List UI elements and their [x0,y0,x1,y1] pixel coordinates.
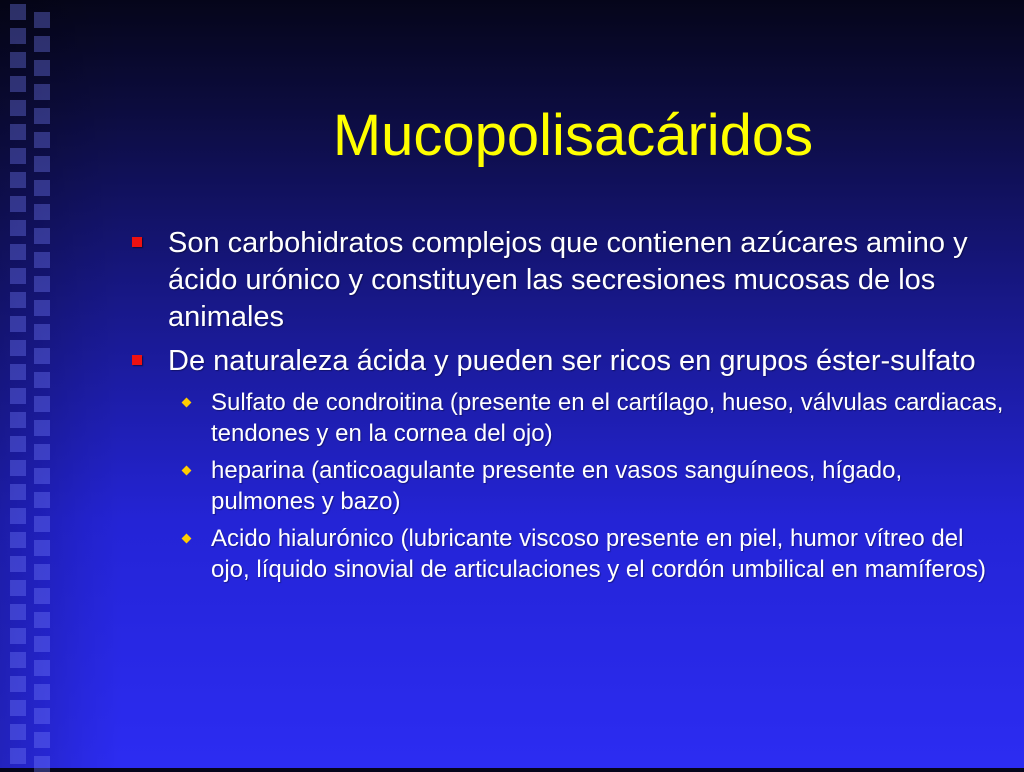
red-square-bullet-icon [132,237,142,247]
decorative-square [10,28,26,44]
decorative-square [34,516,50,532]
decorative-square [10,4,26,20]
bullet-item [128,343,1008,380]
decorative-square [10,100,26,116]
decorative-square [34,444,50,460]
decorative-square [10,676,26,692]
red-square-bullet-icon [132,355,142,365]
decorative-left-strip [0,0,122,768]
decorative-square [10,652,26,668]
bullet-text: Son carbohidratos complejos que contienen azúcares amino y ácido urónico y constituyen las secresiones mucosas de los animales [168,227,968,333]
decorative-square [34,60,50,76]
decorative-square [34,276,50,292]
decorative-square [34,228,50,244]
yellow-diamond-bullet-icon [182,534,192,544]
decorative-square [34,660,50,676]
decorative-square [34,540,50,556]
decorative-square [10,268,26,284]
decorative-square [10,412,26,428]
decorative-square [10,244,26,260]
decorative-square [10,628,26,644]
decorative-square [10,580,26,596]
sub-bullet-text: Sulfato de condroitina (presente en el cartílago, hueso, válvulas cardiacas, tendones y en la cornea del ojo) [211,389,1004,447]
decorative-square [10,124,26,140]
decorative-square [34,372,50,388]
slide-title: Mucopolisacáridos [332,103,814,168]
decorative-square [10,340,26,356]
decorative-square [34,300,50,316]
decorative-square [10,220,26,236]
decorative-square [34,684,50,700]
decorative-square [34,612,50,628]
decorative-square [34,84,50,100]
decorative-square [34,636,50,652]
decorative-square [10,724,26,740]
slide-content [128,225,1008,591]
decorative-square [34,180,50,196]
decorative-square [34,108,50,124]
decorative-square [10,532,26,548]
decorative-square [10,172,26,188]
sub-bullet-item [168,455,1008,517]
decorative-square [34,36,50,52]
sub-bullet-text: heparina (anticoagulante presente en vasos sanguíneos, hígado, pulmones y bazo) [211,457,903,515]
bullet-item [128,225,1008,336]
decorative-square [10,148,26,164]
decorative-square [34,732,50,748]
decorative-square [34,12,50,28]
decorative-square [10,460,26,476]
bullet-text: De naturaleza ácida y pueden ser ricos en grupos éster-sulfato [168,345,976,377]
decorative-square [10,364,26,380]
decorative-square [10,508,26,524]
decorative-square [10,436,26,452]
decorative-square [10,604,26,620]
sub-bullet-item [168,523,1008,585]
decorative-square [10,52,26,68]
decorative-square [10,748,26,764]
decorative-square [10,388,26,404]
decorative-square [10,700,26,716]
decorative-square [34,348,50,364]
sub-bullet-text: Acido hialurónico (lubricante viscoso presente en piel, humor vítreo del ojo, líquido sinovial de articulaciones y el cordón umbilical en mamíferos) [211,525,987,583]
decorative-square [34,588,50,604]
decorative-square [34,420,50,436]
decorative-square [34,252,50,268]
decorative-square [34,156,50,172]
sub-bullet-item [168,387,1008,449]
decorative-square [34,132,50,148]
decorative-square [34,468,50,484]
decorative-square [34,756,50,772]
decorative-square [34,708,50,724]
decorative-square [34,564,50,580]
yellow-diamond-bullet-icon [182,466,192,476]
decorative-square [34,492,50,508]
decorative-square [10,556,26,572]
decorative-square [10,316,26,332]
decorative-square [10,196,26,212]
decorative-square [34,396,50,412]
decorative-square [10,484,26,500]
yellow-diamond-bullet-icon [182,398,192,408]
decorative-square [34,324,50,340]
decorative-square [10,292,26,308]
decorative-square [10,76,26,92]
decorative-square [34,204,50,220]
